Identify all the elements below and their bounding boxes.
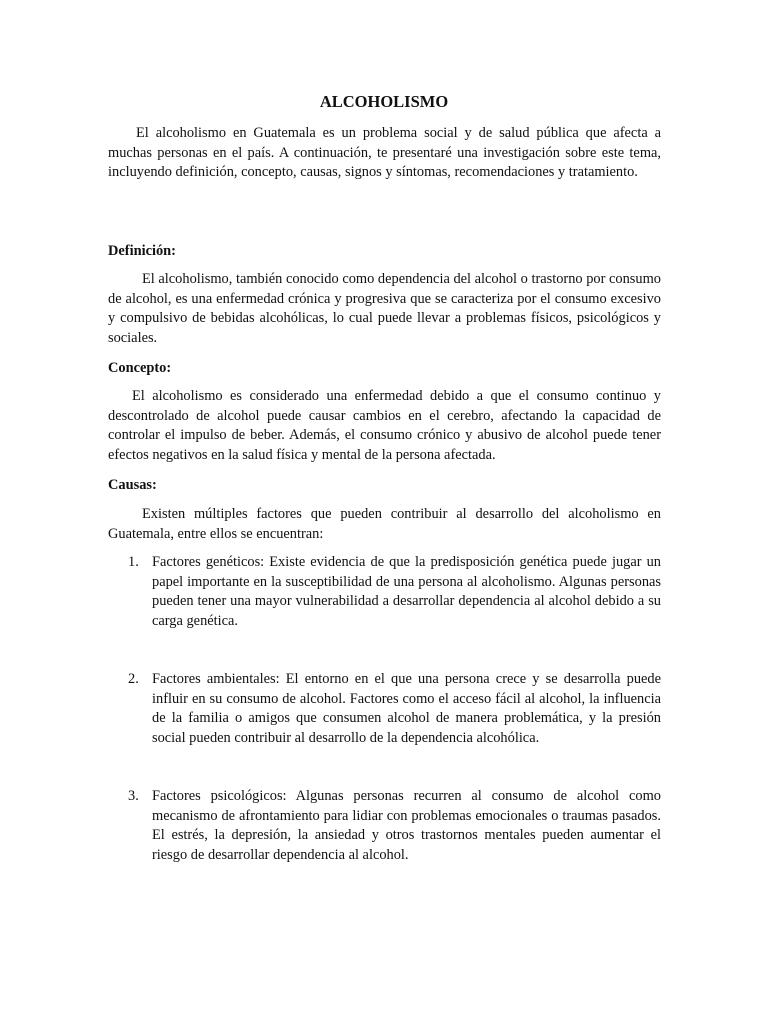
causas-heading: Causas: bbox=[108, 477, 157, 493]
list-item bbox=[128, 670, 661, 748]
document-title: ALCOHOLISMO bbox=[319, 92, 449, 111]
definicion-heading: Definición: bbox=[108, 243, 176, 259]
list-item bbox=[128, 553, 661, 631]
concepto-heading: Concepto: bbox=[108, 360, 172, 376]
list-item-number: 1. bbox=[128, 554, 139, 570]
list-item-number: 3. bbox=[128, 788, 139, 804]
list-item-text: Factores genéticos: Existe evidencia de que la predisposición genética puede jugar un papel importante en la susceptibilidad de una persona al alcoholismo. Algunas personas pueden tener una mayor vulnerabilidad a desarrollar dependencia al alcohol debido a su carga genética. bbox=[152, 554, 661, 629]
list-item-text: Factores ambientales: El entorno en el que una persona crece y se desarrolla puede influir en su consumo de alcohol. Factores como el acceso fácil al alcohol, la influencia de la familia o amigos que consumen alcohol de manera problemática, y la presión social pueden contribuir al desarrollo de la dependencia alcohólica. bbox=[152, 671, 661, 746]
causas-paragraph: Existen múltiples factores que pueden contribuir al desarrollo del alcoholismo en Guatemala, entre ellos se encuentran: bbox=[108, 506, 661, 542]
definicion-paragraph: El alcoholismo, también conocido como dependencia del alcohol o trastorno por consumo de alcohol, es una enfermedad crónica y progresiva que se caracteriza por el consumo excesivo y compulsivo de bebidas alcohólicas, lo cual puede llevar a problemas físicos, psicológicos y sociales. bbox=[108, 271, 661, 346]
list-item bbox=[128, 787, 661, 865]
list-item-number: 2. bbox=[128, 671, 139, 687]
list-item-text: Factores psicológicos: Algunas personas recurren al consumo de alcohol como mecanismo de afrontamiento para lidiar con problemas emocionales o traumas pasados. El estrés, la depresión, la ansiedad y otros trastornos mentales pueden aumentar el riesgo de desarrollar dependencia al alcohol. bbox=[152, 788, 661, 863]
intro-paragraph: El alcoholismo en Guatemala es un problema social y de salud pública que afecta a muchas personas en el país. A continuación, te presentaré una investigación sobre este tema, incluyendo definición, concepto, causas, signos y síntomas, recomendaciones y tratamiento. bbox=[108, 125, 661, 180]
concepto-paragraph: El alcoholismo es considerado una enfermedad debido a que el consumo continuo y descontrolado de alcohol puede causar cambios en el cerebro, afectando la capacidad de controlar el impulso de beber. Además, el consumo crónico y abusivo de alcohol puede tener efectos negativos en la salud física y mental de la persona afectada. bbox=[108, 388, 661, 463]
